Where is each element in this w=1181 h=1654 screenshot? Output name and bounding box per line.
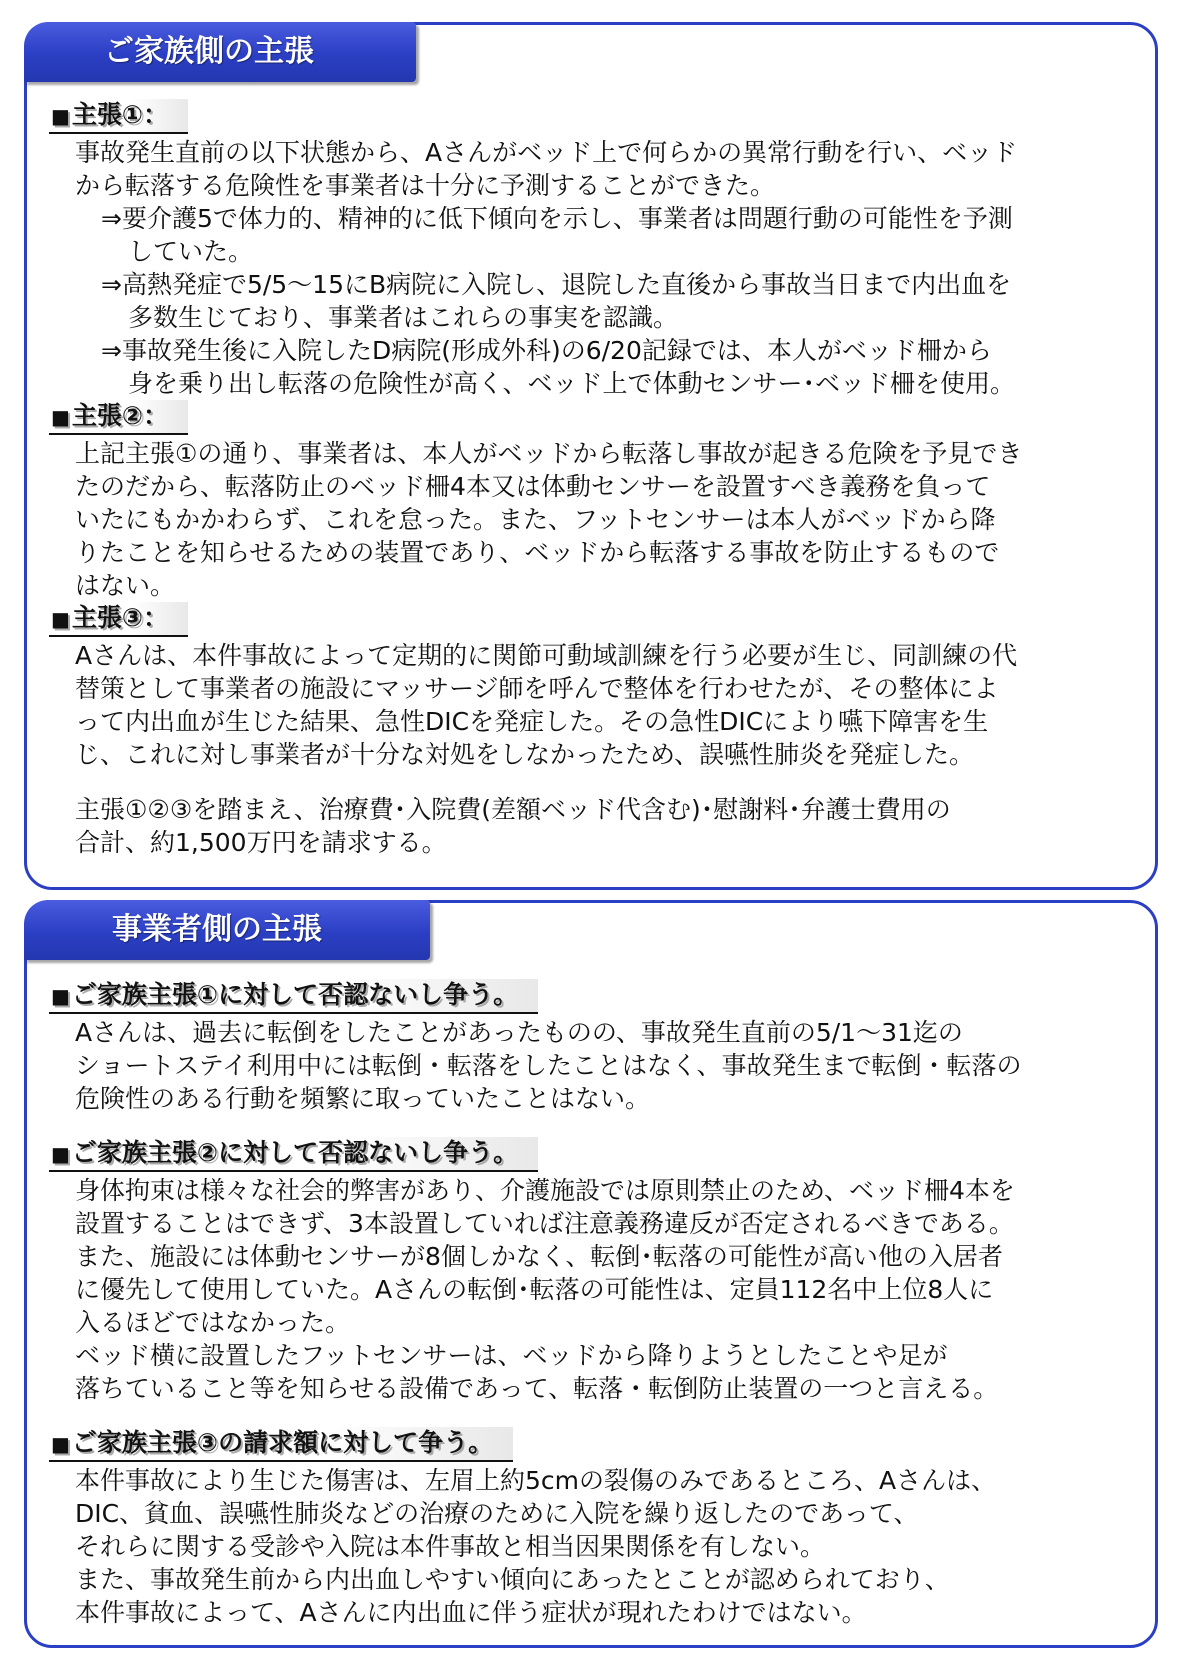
claim2-text: 上記主張①の通り、事業者は、本人がベッドから転落し事故が起きる危険を予見でき たのだから、転落防止のベッド柵4本又は体動センサーを設置すべき義務を負って いたにもかかわらず、これを怠った。また、フットセンサーは本人がベッドから降 りたことを知らせるための装置であり、ベッドから転落する事故を防止するもので はない。 [75, 439, 1023, 600]
business-claims-content [49, 979, 1137, 1629]
rebuttal3-heading: ■ご家族主張③の請求額に対して争う。 [49, 1427, 513, 1462]
business-claims-title: 事業者側の主張 [24, 900, 430, 960]
rebuttal1-heading: ■ご家族主張①に対して否認ないし争う。 [49, 979, 538, 1014]
bullet-square-icon: ■ [51, 104, 70, 128]
rebuttal2-heading: ■ご家族主張②に対して否認ないし争う。 [49, 1137, 538, 1172]
bullet-square-icon: ■ [51, 405, 70, 429]
rebuttal2-text: 身体拘束は様々な社会的弊害があり、介護施設では原則禁止のため、ベッド柵4本を 設置することはできず、3本設置していれば注意義務違反が否定されるべきである。 また、施設には体動センサーが8個しかなく、転倒･転落の可能性が高い他の入居者 に優先して使用していた。Aさんの転倒･転落の可能性は、定員112名中上位8人に 入るほどではなかった。 ベッド横に設置したフットセンサーは、ベッドから降りようとしたことや足が 落ちていること等を知らせる設備であって、転落・転倒防止装置の一つと言える。 [75, 1176, 1015, 1403]
claim1-heading: ■主張①： [49, 99, 188, 134]
bullet-square-icon: ■ [51, 1432, 70, 1456]
business-claims-panel [24, 900, 1158, 1648]
bullet-square-icon: ■ [51, 1142, 70, 1166]
claim-summary: 主張①②③を踏まえ、治療費･入院費(差額ベッド代含む)･慰謝料･弁護士費用の 合計、約1,500万円を請求する。 [75, 795, 951, 857]
rebuttal1-text: Aさんは、過去に転倒をしたことがあったものの、事故発生直前の5/1～31迄の ショートステイ利用中には転倒・転落をしたことはなく、事故発生まで転倒・転落の 危険性のある行動を頻繁に取っていたことはない。 [75, 1018, 1022, 1113]
family-claims-content [49, 99, 1137, 859]
bullet-square-icon: ■ [51, 607, 70, 631]
claim3-text: Aさんは、本件事故によって定期的に関節可動域訓練を行う必要が生じ、同訓練の代 替策として事業者の施設にマッサージ師を呼んで整体を行わせたが、その整体によ って内出血が生じた結果、急性DICを発症した。その急性DICにより嚥下障害を生 じ、これに対し事業者が十分な対処をしなかったため、誤嚥性肺炎を発症した。 [75, 641, 1018, 769]
claim1-point-2: ⇒高熱発症で5/5～15にB病院に入院し、退院した直後から事故当日まで内出血を 多数生じており、事業者はこれらの事実を認識。 [101, 270, 1012, 332]
claim1-point-3: ⇒事故発生後に入院したD病院(形成外科)の6/20記録では、本人がベッド柵から 身を乗り出し転落の危険性が高く、ベッド上で体動センサー･ベッド柵を使用。 [101, 336, 1016, 398]
rebuttal3-text: 本件事故により生じた傷害は、左眉上約5cmの裂傷のみであるところ、Aさんは、 DIC、貧血、誤嚥性肺炎などの治療のために入院を繰り返したのであって、 それらに関する受診や入院は本件事故と相当因果関係を有しない。 また、事故発生前から内出血しやすい傾向にあったとことが認められており、 本件事故によって、Aさんに内出血に伴う症状が現れたわけではない。 [75, 1466, 997, 1627]
family-claims-panel [24, 22, 1158, 890]
claim1-text: 事故発生直前の以下状態から、Aさんがベッド上で何らかの異常行動を行い、ベッド から転落する危険性を事業者は十分に予測することができた。 [75, 138, 1018, 200]
claim3-heading: ■主張③： [49, 602, 188, 637]
claim2-heading: ■主張②： [49, 400, 188, 435]
claim1-point-1: ⇒要介護5で体力的、精神的に低下傾向を示し、事業者は問題行動の可能性を予測 していた。 [101, 204, 1013, 266]
bullet-square-icon: ■ [51, 984, 70, 1008]
family-claims-title: ご家族側の主張 [24, 22, 416, 82]
